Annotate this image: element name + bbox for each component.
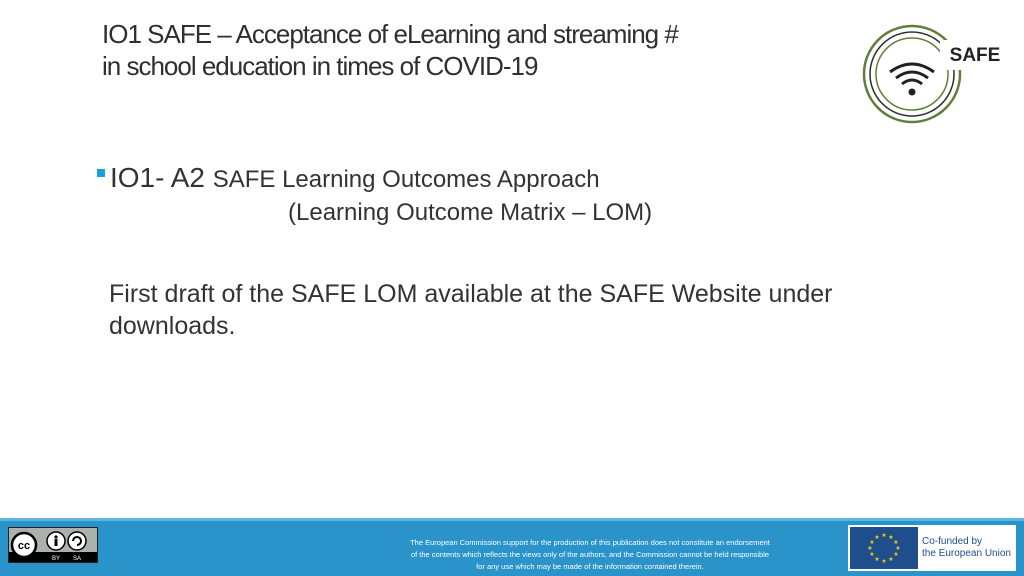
eu-flag-icon [850,527,918,569]
svg-text:★: ★ [893,551,899,558]
bullet-subtext: (Learning Outcome Matrix – LOM) [288,199,653,226]
svg-text:★: ★ [888,534,894,541]
bullet-item [93,160,793,196]
bullet-prefix: IO1- A2 [110,162,205,193]
bullet-text: SAFE Learning Outcomes Approach [212,166,600,193]
slide-title [102,18,822,82]
wifi-icon [890,64,934,96]
slide-title-line-1: IO1 SAFE – Acceptance of eLearning and streaming # [102,19,678,49]
svg-text:★: ★ [893,539,899,546]
disclaimer-line-2: of the contents which reflects the views only of the authors, and the Commission cannot be held responsible [410,550,770,559]
bullet-square-icon [97,169,105,177]
svg-text:★: ★ [874,534,880,541]
svg-text:★: ★ [867,545,873,552]
bullet-main-text [110,160,600,198]
svg-text:cc: cc [17,540,31,552]
cc-license-badge [8,527,98,563]
cc-by-sa-icon [9,528,97,562]
footer-divider [0,518,1024,521]
logo-ring-inner [876,38,948,110]
svg-text:★: ★ [895,545,901,552]
svg-text:★: ★ [874,556,880,563]
svg-text:★: ★ [881,532,887,539]
eu-disclaimer [360,537,820,573]
eu-cofunded-badge [848,525,1016,571]
cc-by-label: BY [51,556,61,562]
svg-text:★: ★ [869,551,875,558]
logo-label: SAFE [949,45,1001,66]
svg-text:★: ★ [881,558,887,565]
svg-text:★: ★ [869,539,875,546]
eu-line-1: Co-funded by [922,536,983,547]
eu-line-2: the European Union [922,548,1011,559]
safe-logo [858,20,1008,126]
slide-title-line-2: in school education in times of COVID-19 [102,51,538,81]
disclaimer-line-3: for any use which may be made of the information contained therein. [476,562,704,571]
safe-logo-graphic [858,20,1008,126]
svg-text:★: ★ [888,556,894,563]
eu-cofunded-text [922,536,1011,560]
bullet-block [93,160,793,226]
body-text: First draft of the SAFE LOM available at the SAFE Website under downloads. [109,280,833,340]
cc-sa-label: SA [72,556,82,562]
disclaimer-line-1: The European Commission support for the production of this publication does not constitute an endorsement [410,538,770,547]
